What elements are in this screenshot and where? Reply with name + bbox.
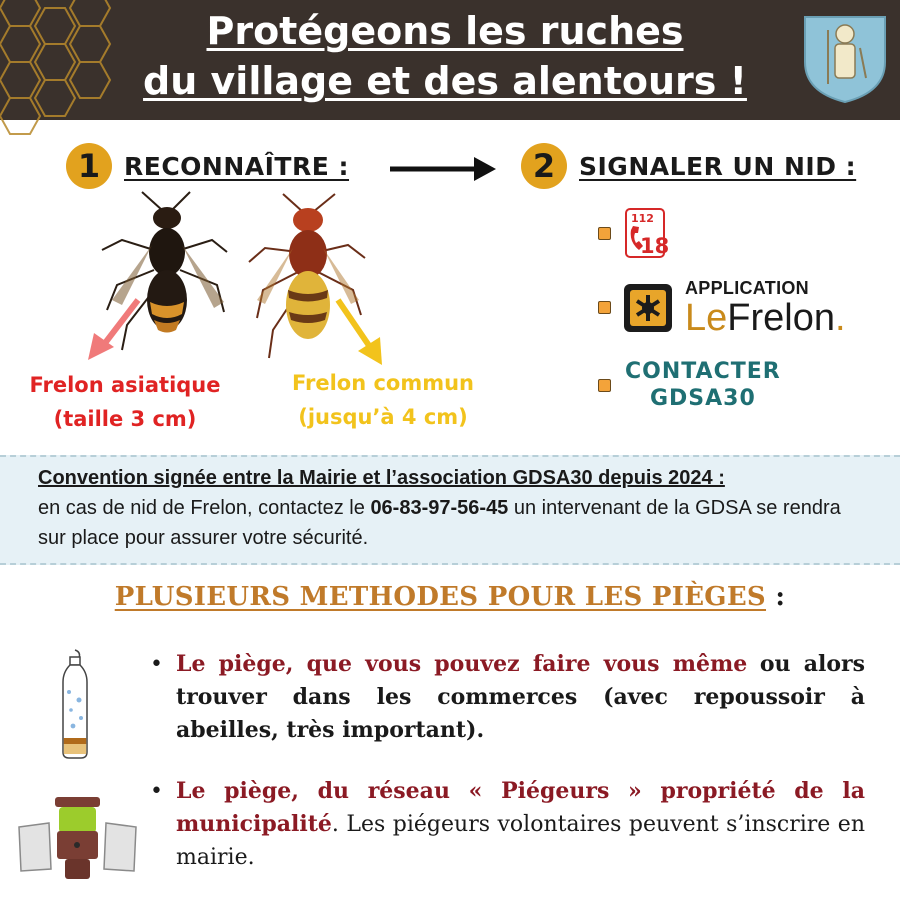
- page-title: [100, 6, 790, 106]
- method-2-highlight: Le piège, du réseau « Piégeurs » propriété de la municipalité: [176, 778, 865, 837]
- contact-gdsa30-label: [625, 358, 781, 412]
- signal-option-emergency: [598, 208, 670, 258]
- title-line-1: Protégeons les ruches: [206, 9, 684, 53]
- method-1-highlight: Le piège, que vous pouvez faire vous même: [176, 651, 748, 677]
- title-line-2: du village et des alentours !: [143, 59, 747, 103]
- lefrelon-app-label: [685, 278, 846, 337]
- signal-option-gdsa: [598, 358, 781, 412]
- asian-hornet-name: Frelon asiatique: [29, 373, 221, 397]
- municipal-trap-icon: [15, 795, 140, 885]
- contact-line-2: GDSA30: [649, 386, 756, 411]
- app-name-dot: .: [835, 297, 846, 339]
- convention-phone: 06-83-97-56-45: [370, 497, 509, 519]
- bullet-dot: •: [150, 779, 163, 804]
- asian-hornet-pointer-arrow: [86, 295, 146, 365]
- methods-title-text: PLUSIEURS METHODES POUR LES PIÈGES: [114, 582, 767, 612]
- step-recognize: [66, 143, 349, 189]
- common-hornet-caption: [258, 366, 508, 434]
- step-2-badge: 2: [521, 143, 567, 189]
- method-1-text: ou alors trouver dans les commerces (avec repoussoir à abeilles, très important).: [176, 651, 866, 743]
- convention-text-before: en cas de nid de Frelon, contactez le: [38, 497, 365, 519]
- orange-square-bullet: [598, 379, 611, 392]
- method-item-2: [150, 775, 865, 874]
- phone-112-text: 112: [631, 212, 654, 225]
- orange-square-bullet: [598, 301, 611, 314]
- asian-hornet-size: (taille 3 cm): [53, 407, 197, 431]
- common-hornet-pointer-arrow: [332, 295, 392, 370]
- coat-of-arms-icon: [802, 14, 888, 104]
- contact-line-1: CONTACTER: [625, 359, 781, 384]
- phone-18-text: 18: [640, 234, 670, 258]
- header-banner: [0, 0, 900, 120]
- orange-square-bullet: [598, 227, 611, 240]
- app-name-rest: Frelon: [727, 297, 835, 339]
- app-name-le: Le: [685, 297, 728, 339]
- asian-hornet-caption: [0, 368, 250, 436]
- common-hornet-size: (jusqu’à 4 cm): [298, 405, 468, 429]
- step-signal: [521, 143, 856, 189]
- common-hornet-name: Frelon commun: [291, 371, 475, 395]
- app-name: [685, 299, 846, 337]
- signal-option-app: [598, 278, 846, 337]
- step-1-label: RECONNAÎTRE :: [124, 151, 350, 181]
- app-word: APPLICATION: [685, 278, 809, 298]
- lefrelon-app-icon: [623, 283, 673, 333]
- method-2-text: . Les piégeurs volontaires peuvent s’inscrire en mairie.: [176, 812, 865, 870]
- bottle-trap-icon: [55, 648, 95, 760]
- step-2-label: SIGNALER UN NID :: [579, 151, 857, 181]
- emergency-phone-icon: [625, 208, 670, 258]
- methods-title: [0, 582, 900, 612]
- step-1-badge: 1: [66, 143, 112, 189]
- methods-title-colon: :: [775, 582, 786, 612]
- right-arrow-icon: [390, 155, 498, 183]
- method-item-1: [150, 648, 865, 747]
- convention-text: [38, 463, 868, 553]
- convention-title: Convention signée entre la Mairie et l’association GDSA30 depuis 2024 :: [38, 467, 725, 489]
- convention-text-after: un intervenant de la GDSA se rendra sur place pour assurer votre sécurité.: [38, 497, 841, 549]
- bullet-dot: •: [150, 652, 163, 677]
